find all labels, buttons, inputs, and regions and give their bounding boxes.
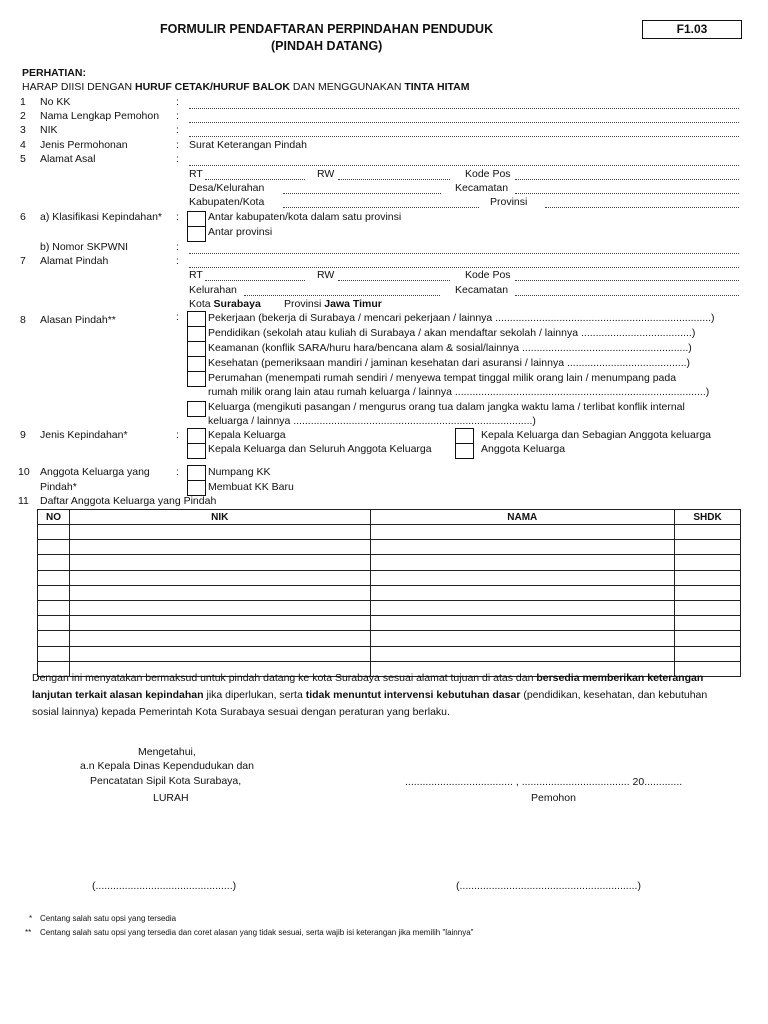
notice-text	[22, 81, 469, 93]
kepindahan-kk-checkbox[interactable]	[187, 428, 206, 444]
table-row[interactable]	[38, 540, 741, 555]
field-9-number: 9	[20, 429, 26, 441]
col-no-header: NO	[38, 510, 70, 525]
field-11-number: 11	[18, 495, 29, 507]
col-nama-header: NAMA	[370, 510, 675, 525]
kepindahan-kk-seluruh-checkbox[interactable]	[187, 443, 206, 459]
field-skpwni-label: b) Nomor SKPWNI	[40, 241, 129, 253]
kepindahan-kk-sebagian-checkbox[interactable]	[455, 428, 474, 444]
table-cell[interactable]	[370, 646, 675, 661]
asal-rt-input[interactable]	[205, 179, 305, 180]
table-cell[interactable]	[675, 555, 741, 570]
provinsi-value	[284, 298, 382, 310]
kepindahan-kk-seluruh-label: Kepala Keluarga dan Seluruh Anggota Keluarga	[208, 443, 432, 455]
field-anggota-pindah-label-2: Pindah*	[40, 481, 77, 493]
table-row[interactable]	[38, 570, 741, 585]
table-cell[interactable]	[370, 570, 675, 585]
table-cell[interactable]	[370, 585, 675, 600]
colon: :	[176, 211, 179, 223]
col-nik-header: NIK	[69, 510, 370, 525]
alasan-keluarga-checkbox[interactable]	[187, 401, 206, 417]
table-cell[interactable]	[69, 646, 370, 661]
lurah-label: LURAH	[153, 792, 189, 804]
field-nama-label: Nama Lengkap Pemohon	[40, 110, 160, 122]
table-cell[interactable]	[38, 555, 70, 570]
provinsi-label: Provinsi	[490, 196, 528, 208]
field-nik-label: NIK	[40, 124, 58, 136]
table-cell[interactable]	[69, 600, 370, 615]
table-cell[interactable]	[675, 631, 741, 646]
table-row[interactable]	[38, 525, 741, 540]
kepala-dinas-label: a.n Kepala Dinas Kependudukan dan	[80, 760, 254, 772]
notice-text-a: HARAP DIISI DENGAN	[22, 81, 135, 93]
table-cell[interactable]	[38, 540, 70, 555]
asal-rw-input[interactable]	[338, 179, 450, 180]
table-row[interactable]	[38, 600, 741, 615]
pemohon-label: Pemohon	[531, 792, 576, 804]
colon: :	[176, 255, 179, 267]
notice-text-d: TINTA HITAM	[404, 81, 470, 93]
place-date-line[interactable]: ..................................... , ..................................... 20.............	[405, 776, 683, 788]
field-anggota-pindah-label-1: Anggota Keluarga yang	[40, 466, 150, 478]
table-cell[interactable]	[69, 570, 370, 585]
alasan-perumahan-checkbox[interactable]	[187, 371, 206, 387]
field-6-number: 6	[20, 211, 26, 223]
footnote-1-mark: *	[29, 914, 33, 923]
col-shdk-header: SHDK	[675, 510, 741, 525]
kecamatan-label: Kecamatan	[455, 182, 509, 194]
alasan-kesehatan-checkbox[interactable]	[187, 356, 206, 372]
table-cell[interactable]	[370, 631, 675, 646]
table-cell[interactable]	[69, 555, 370, 570]
colon: :	[176, 429, 179, 441]
mengetahui-label: Mengetahui,	[138, 746, 196, 758]
field-7-number: 7	[20, 255, 26, 267]
alasan-perumahan-label-2: rumah milik orang lain atau rumah keluarga / lainnya ......................................................................................)	[208, 386, 710, 398]
table-cell[interactable]	[675, 646, 741, 661]
pindah-kecamatan-input[interactable]	[515, 295, 739, 296]
field-jenis-kepindahan-label: Jenis Kepindahan*	[40, 429, 128, 441]
numpang-kk-label: Numpang KK	[208, 466, 271, 478]
desa-label: Desa/Kelurahan	[189, 182, 265, 194]
pemohon-name-line[interactable]: (.............................................................)	[456, 880, 641, 892]
colon: :	[176, 153, 179, 165]
table-cell[interactable]	[38, 646, 70, 661]
prov-label: Provinsi	[284, 298, 325, 310]
form-title: FORMULIR PENDAFTARAN PERPINDAHAN PENDUDUK	[160, 22, 494, 36]
colon: :	[176, 96, 179, 108]
form-code-box: F1.03	[642, 20, 742, 39]
table-row[interactable]	[38, 616, 741, 631]
statement-part-5: (pendidikan, kesehatan, dan kebutuhan sosial lainnya) kepada Pemerintah Kota Surabaya sesuai dengan peraturan yang berlaku.	[32, 689, 708, 718]
field-1-number: 1	[20, 96, 26, 108]
field-5-number: 5	[20, 153, 26, 165]
table-cell[interactable]	[675, 600, 741, 615]
table-cell[interactable]	[69, 616, 370, 631]
asal-desa-input[interactable]	[283, 193, 441, 194]
kepindahan-anggota-label: Anggota Keluarga	[481, 443, 566, 455]
table-cell[interactable]	[38, 600, 70, 615]
table-cell[interactable]	[675, 585, 741, 600]
kepindahan-kk-label: Kepala Keluarga	[208, 429, 286, 441]
field-alamat-asal-label: Alamat Asal	[40, 153, 96, 165]
table-cell[interactable]	[675, 570, 741, 585]
numpang-kk-checkbox[interactable]	[187, 465, 206, 481]
statement-part-1: Dengan ini menyatakan bermaksud untuk pindah datang ke kota Surabaya sesuai alamat tujuan di atas dan	[32, 672, 537, 684]
field-alamat-pindah-label: Alamat Pindah	[40, 255, 109, 267]
colon: :	[176, 124, 179, 136]
alasan-pekerjaan-checkbox[interactable]	[187, 311, 206, 327]
nama-input[interactable]	[189, 122, 739, 123]
klasifikasi-antar-kabupaten-checkbox[interactable]	[187, 211, 206, 227]
rw-label: RW	[317, 168, 335, 180]
table-row[interactable]	[38, 631, 741, 646]
alasan-kesehatan-label: Kesehatan (pemeriksaan mandiri / jaminan kesehatan dari asuransi / lainnya .........................................)	[208, 357, 691, 369]
alamat-pindah-input[interactable]	[189, 267, 739, 268]
notice-text-b: HURUF CETAK/HURUF BALOK	[135, 81, 290, 93]
pindah-kelurahan-input[interactable]	[244, 295, 440, 296]
alasan-keamanan-label: Keamanan (konflik SARA/huru hara/bencana alam & sosial/lainnya .........................................................)	[208, 342, 692, 354]
alamat-asal-input[interactable]	[189, 165, 739, 166]
footnote-2: Centang salah satu opsi yang tersedia dan coret alasan yang tidak sesuai, serta wajib isi keterangan jika memilih "lainnya"	[40, 928, 474, 937]
field-2-number: 2	[20, 110, 26, 122]
pindah-kode-pos-input[interactable]	[515, 280, 739, 281]
field-alasan-label: Alasan Pindah**	[40, 314, 116, 326]
table-cell[interactable]	[69, 631, 370, 646]
table-cell[interactable]	[370, 540, 675, 555]
field-daftar-anggota-label: Daftar Anggota Keluarga yang Pindah	[40, 495, 217, 507]
kk-baru-checkbox[interactable]	[187, 480, 206, 496]
statement-part-2: bersedia memberikan keterangan lanjutan terkait alasan kepindahan	[32, 672, 704, 701]
no-kk-input[interactable]	[189, 108, 739, 109]
alasan-pekerjaan-label: Pekerjaan (bekerja di Surabaya / mencari pekerjaan / lainnya ..........................................................................)	[208, 312, 715, 324]
colon: :	[176, 311, 179, 323]
rt-label: RT	[189, 168, 203, 180]
table-row[interactable]	[38, 585, 741, 600]
kode-pos-label: Kode Pos	[465, 269, 511, 281]
table-cell[interactable]	[675, 616, 741, 631]
alasan-pendidikan-label: Pendidikan (sekolah atau kuliah di Surabaya / akan mendaftar sekolah / lainnya ......................................)	[208, 327, 696, 339]
asal-kecamatan-input[interactable]	[515, 193, 739, 194]
colon: :	[176, 466, 179, 478]
asal-kabupaten-input[interactable]	[283, 207, 479, 208]
alasan-pendidikan-checkbox[interactable]	[187, 326, 206, 342]
klasifikasi-antar-provinsi-label: Antar provinsi	[208, 226, 273, 238]
field-8-number: 8	[20, 314, 26, 326]
form-subtitle: (PINDAH DATANG)	[271, 39, 383, 53]
rt-label: RT	[189, 269, 203, 281]
pencatatan-sipil-label: Pencatatan Sipil Kota Surabaya,	[90, 775, 242, 787]
asal-provinsi-input[interactable]	[545, 207, 739, 208]
footnote-1: Centang salah satu opsi yang tersedia	[40, 914, 177, 923]
klasifikasi-antar-provinsi-checkbox[interactable]	[187, 226, 206, 242]
statement-paragraph	[32, 670, 732, 721]
table-cell[interactable]	[38, 631, 70, 646]
kota-name: Surabaya	[213, 298, 261, 310]
table-cell[interactable]	[370, 600, 675, 615]
kk-baru-label: Membuat KK Baru	[208, 481, 294, 493]
alasan-perumahan-label-1: Perumahan (menempati rumah sendiri / menyewa tempat tinggal milik orang lain / menumpang pada	[208, 372, 677, 384]
table-cell[interactable]	[38, 616, 70, 631]
members-table	[37, 509, 741, 677]
notice-text-c: DAN MENGGUNAKAN	[289, 81, 405, 93]
pindah-rw-input[interactable]	[338, 280, 450, 281]
kode-pos-label: Kode Pos	[465, 168, 511, 180]
colon: :	[176, 139, 179, 151]
table-cell[interactable]	[38, 525, 70, 540]
table-cell[interactable]	[38, 570, 70, 585]
field-4-number: 4	[20, 139, 26, 151]
statement-part-4: tidak menuntut intervensi kebutuhan dasar	[305, 689, 521, 701]
table-cell[interactable]	[675, 540, 741, 555]
table-cell[interactable]	[69, 525, 370, 540]
table-cell[interactable]	[370, 616, 675, 631]
nik-input[interactable]	[189, 136, 739, 137]
table-row[interactable]	[38, 646, 741, 661]
field-10-number: 10	[18, 466, 30, 478]
field-klasifikasi-label: a) Klasifikasi Kepindahan*	[40, 211, 162, 223]
klasifikasi-antar-kabupaten-label: Antar kabupaten/kota dalam satu provinsi	[208, 211, 402, 223]
pindah-rt-input[interactable]	[205, 280, 305, 281]
table-cell[interactable]	[69, 585, 370, 600]
kepindahan-kk-sebagian-label: Kepala Keluarga dan Sebagian Anggota keluarga	[481, 429, 712, 441]
alasan-keluarga-label-2: keluarga / lainnya ..................................................................................)	[208, 415, 536, 427]
kelurahan-label: Kelurahan	[189, 284, 237, 296]
kabupaten-label: Kabupaten/Kota	[189, 196, 265, 208]
field-jenis-permohonan-label: Jenis Permohonan	[40, 139, 128, 151]
alasan-keamanan-checkbox[interactable]	[187, 341, 206, 357]
table-cell[interactable]	[69, 540, 370, 555]
colon: :	[176, 110, 179, 122]
colon: :	[176, 241, 179, 253]
kota-value	[189, 298, 261, 310]
rw-label: RW	[317, 269, 335, 281]
table-cell[interactable]	[370, 525, 675, 540]
kota-label: Kota	[189, 298, 214, 310]
asal-kode-pos-input[interactable]	[515, 179, 739, 180]
prov-name: Jawa Timur	[324, 298, 382, 310]
footnote-2-mark: **	[25, 928, 32, 937]
notice-label: PERHATIAN:	[22, 67, 86, 79]
skpwni-input[interactable]	[189, 253, 739, 254]
kecamatan-label: Kecamatan	[455, 284, 509, 296]
table-header-row	[38, 510, 741, 525]
field-no-kk-label: No KK	[40, 96, 71, 108]
jenis-permohonan-value: Surat Keterangan Pindah	[189, 139, 307, 151]
field-3-number: 3	[20, 124, 26, 136]
kepindahan-anggota-checkbox[interactable]	[455, 443, 474, 459]
table-row[interactable]	[38, 555, 741, 570]
table-cell[interactable]	[38, 585, 70, 600]
statement-part-3: jika diperlukan, serta	[203, 689, 306, 701]
alasan-keluarga-label-1: Keluarga (mengikuti pasangan / mengurus orang tua dalam jangka waktu lama / terlibat konflik internal	[208, 401, 685, 413]
table-cell[interactable]	[675, 525, 741, 540]
lurah-name-line[interactable]: (...............................................)	[92, 880, 237, 892]
table-cell[interactable]	[370, 555, 675, 570]
